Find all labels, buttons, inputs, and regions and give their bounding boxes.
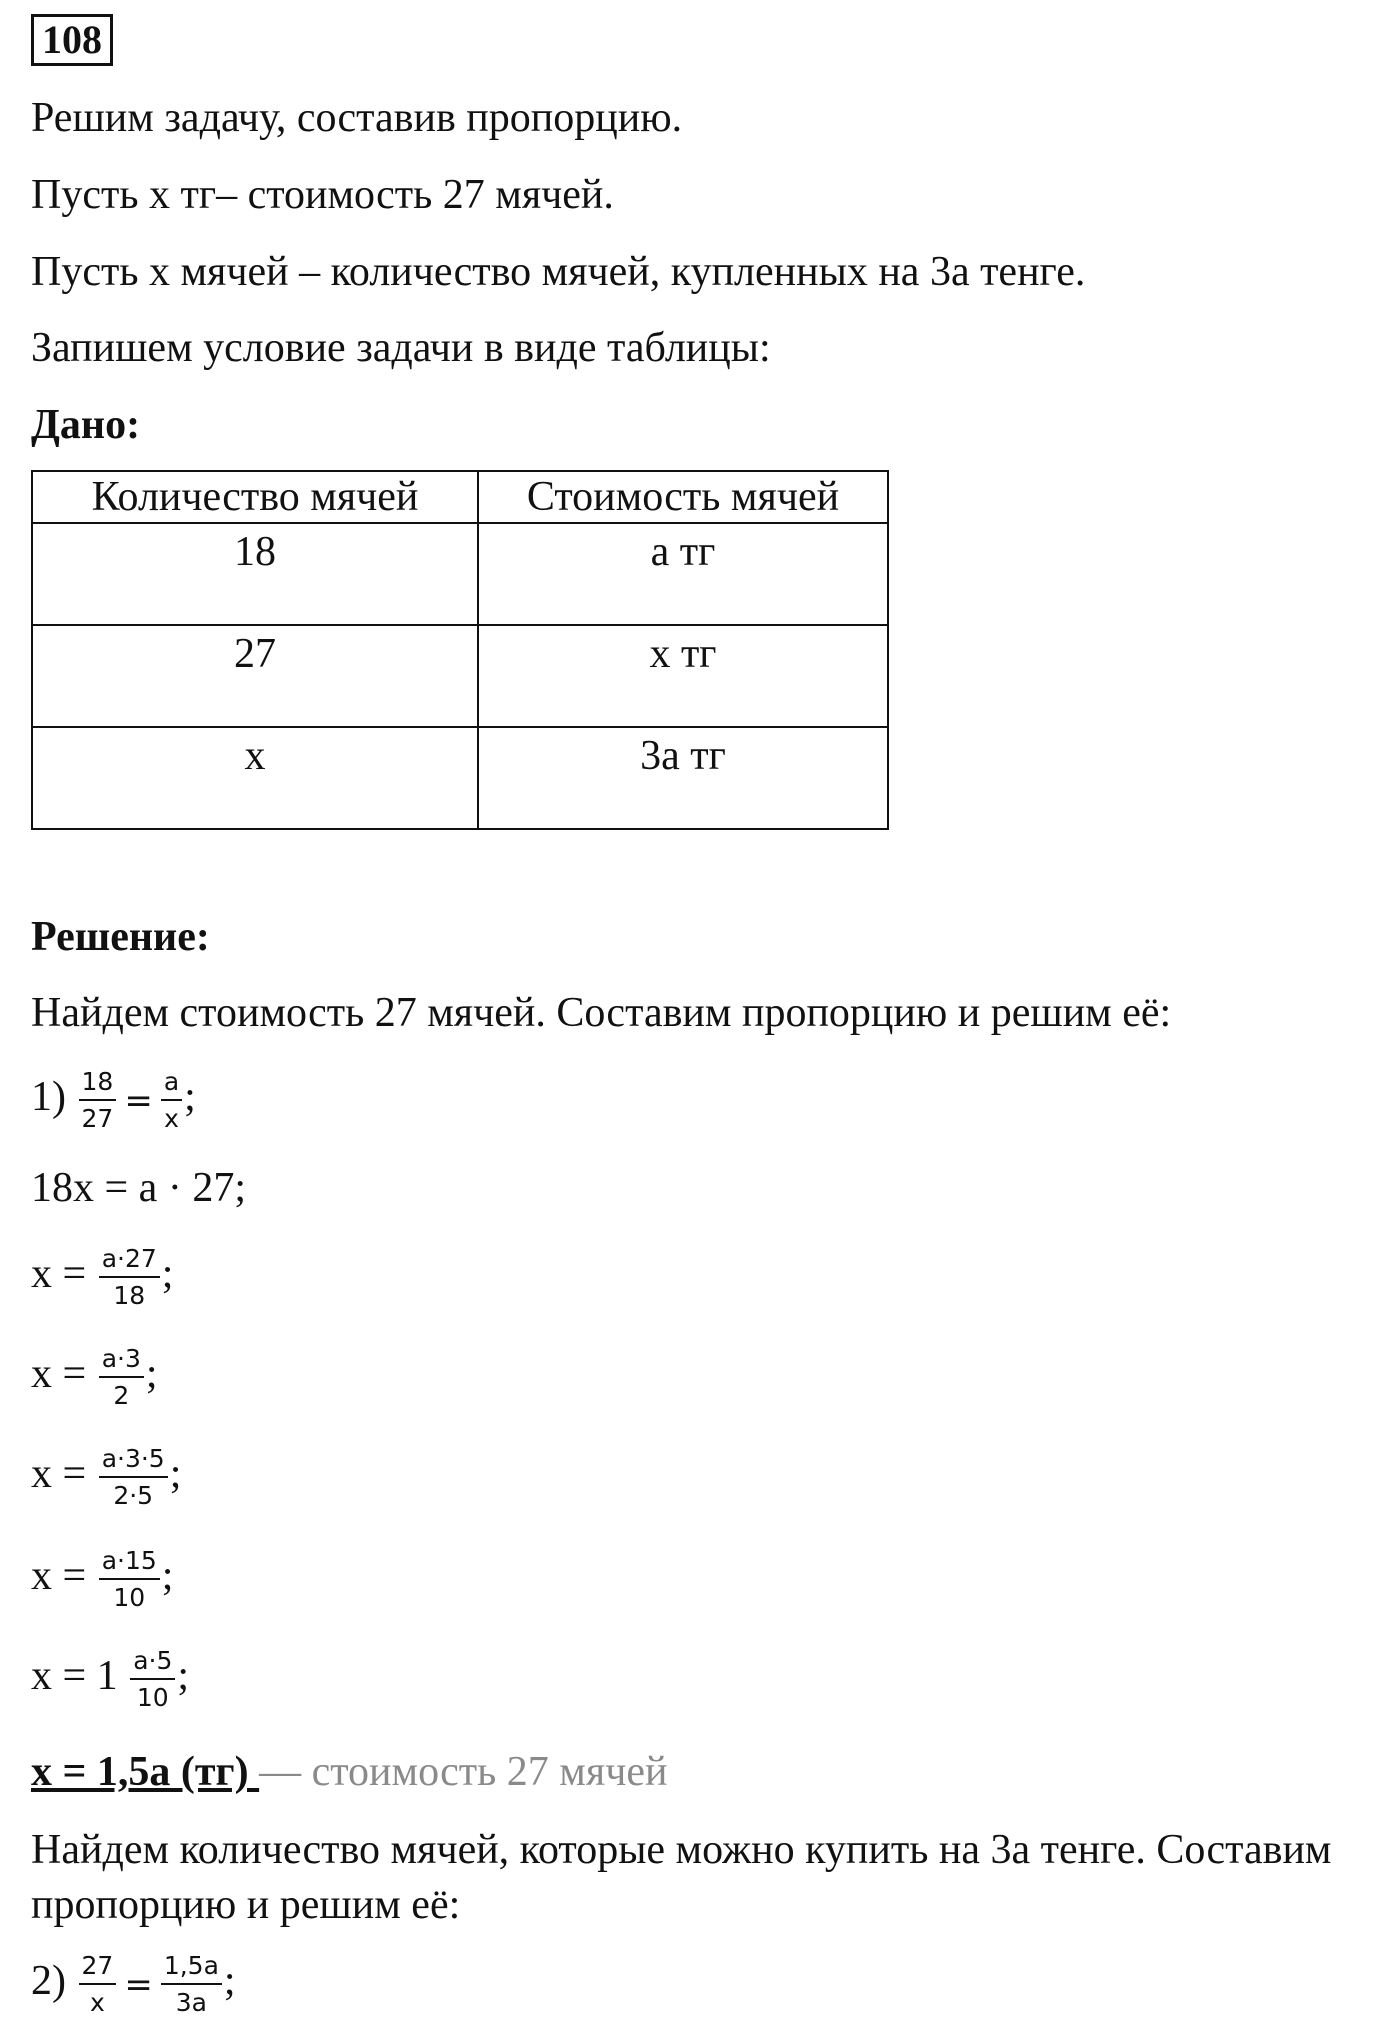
fraction-denominator: 3a [175, 1988, 207, 2017]
equals-sign: = [124, 1964, 153, 2005]
step1-proportion [31, 1068, 196, 1133]
result-value: x = 1,5a (тг) [31, 1749, 260, 1795]
result-note: — стоимость 27 мячей [259, 1749, 668, 1795]
fraction-numerator: a·5 [130, 1647, 175, 1680]
solution-label: Решение: [31, 914, 210, 960]
equation-lhs: x = [31, 1351, 87, 1398]
fraction-denominator: 2·5 [113, 1481, 154, 1510]
table-header-cell: Стоимость мячей [478, 471, 888, 523]
fraction [99, 1345, 144, 1410]
equation-lhs: x = [31, 1251, 87, 1298]
step1-line-5 [31, 1647, 189, 1712]
step2-intro-line-1: Найдем количество мячей, которые можно купить на 3a тенге. Составим [31, 1827, 1332, 1873]
table-header-row [32, 471, 888, 523]
fraction-denominator: 18 [113, 1281, 146, 1310]
fraction [99, 1445, 168, 1510]
step-number: 1) [31, 1074, 66, 1121]
equals-sign: = [124, 1080, 153, 1121]
table-cell: 27 [32, 625, 478, 727]
step2-intro-line-2: пропорцию и решим её: [31, 1882, 461, 1928]
fraction [130, 1647, 175, 1712]
semicolon: ; [184, 1074, 196, 1121]
equation-lhs: x = [31, 1451, 87, 1498]
fraction-denominator: 10 [136, 1683, 169, 1712]
semicolon: ; [145, 1351, 158, 1398]
fraction [99, 1547, 160, 1612]
problem-number: 108 [31, 14, 113, 66]
fraction-numerator: 1,5a [161, 1952, 222, 1985]
fraction-numerator: a·15 [99, 1547, 160, 1580]
semicolon: ; [223, 1958, 236, 2005]
step1-line-1 [31, 1245, 173, 1310]
step1-result [31, 1747, 667, 1797]
fraction-denominator: 10 [113, 1583, 146, 1612]
step1-intro: Найдем стоимость 27 мячей. Составим пропорцию и решим её: [31, 990, 1172, 1036]
intro-line-4: Запишем условие задачи в виде таблицы: [31, 325, 771, 371]
semicolon: ; [169, 1451, 182, 1498]
fraction-denominator: 2 [113, 1381, 130, 1410]
fraction [161, 1952, 222, 2017]
given-label: Дано: [31, 402, 141, 448]
given-table [31, 470, 889, 830]
fraction-denominator: x [90, 1988, 105, 2017]
table-cell: а тг [478, 523, 888, 625]
step-number: 2) [31, 1958, 66, 2005]
step2-proportion [31, 1952, 236, 2017]
table-cell: 18 [32, 523, 478, 625]
equation-lhs: x = [31, 1553, 87, 1600]
intro-line-2: Пусть x тг– стоимость 27 мячей. [31, 172, 614, 218]
semicolon: ; [161, 1251, 174, 1298]
fraction-numerator: 18 [79, 1068, 117, 1101]
fraction [99, 1245, 160, 1310]
fraction [161, 1068, 182, 1133]
step1-line-2 [31, 1345, 158, 1410]
intro-line-1: Решим задачу, составив пропорцию. [31, 95, 683, 141]
table-row [32, 727, 888, 829]
fraction [79, 1068, 117, 1133]
fraction-numerator: a·27 [99, 1245, 160, 1278]
table-cell: x [32, 727, 478, 829]
table-row [32, 625, 888, 727]
fraction [79, 1952, 117, 2017]
table-cell: x тг [478, 625, 888, 727]
fraction-denominator: 27 [81, 1104, 114, 1133]
table-row [32, 523, 888, 625]
semicolon: ; [177, 1653, 190, 1700]
intro-line-3: Пусть x мячей – количество мячей, купленных на 3a тенге. [31, 249, 1086, 295]
step1-line-4 [31, 1547, 173, 1612]
fraction-numerator: 27 [79, 1952, 117, 1985]
step1-line-3 [31, 1445, 181, 1510]
step1-equation: 18x = a · 27; [31, 1165, 246, 1211]
table-cell: 3а тг [478, 727, 888, 829]
fraction-numerator: a [161, 1068, 182, 1101]
fraction-numerator: a·3·5 [99, 1445, 168, 1478]
fraction-denominator: x [164, 1104, 179, 1133]
table-header-cell: Количество мячей [32, 471, 478, 523]
semicolon: ; [161, 1553, 174, 1600]
equation-lhs: x = 1 [31, 1653, 118, 1700]
fraction-numerator: a·3 [99, 1345, 144, 1378]
